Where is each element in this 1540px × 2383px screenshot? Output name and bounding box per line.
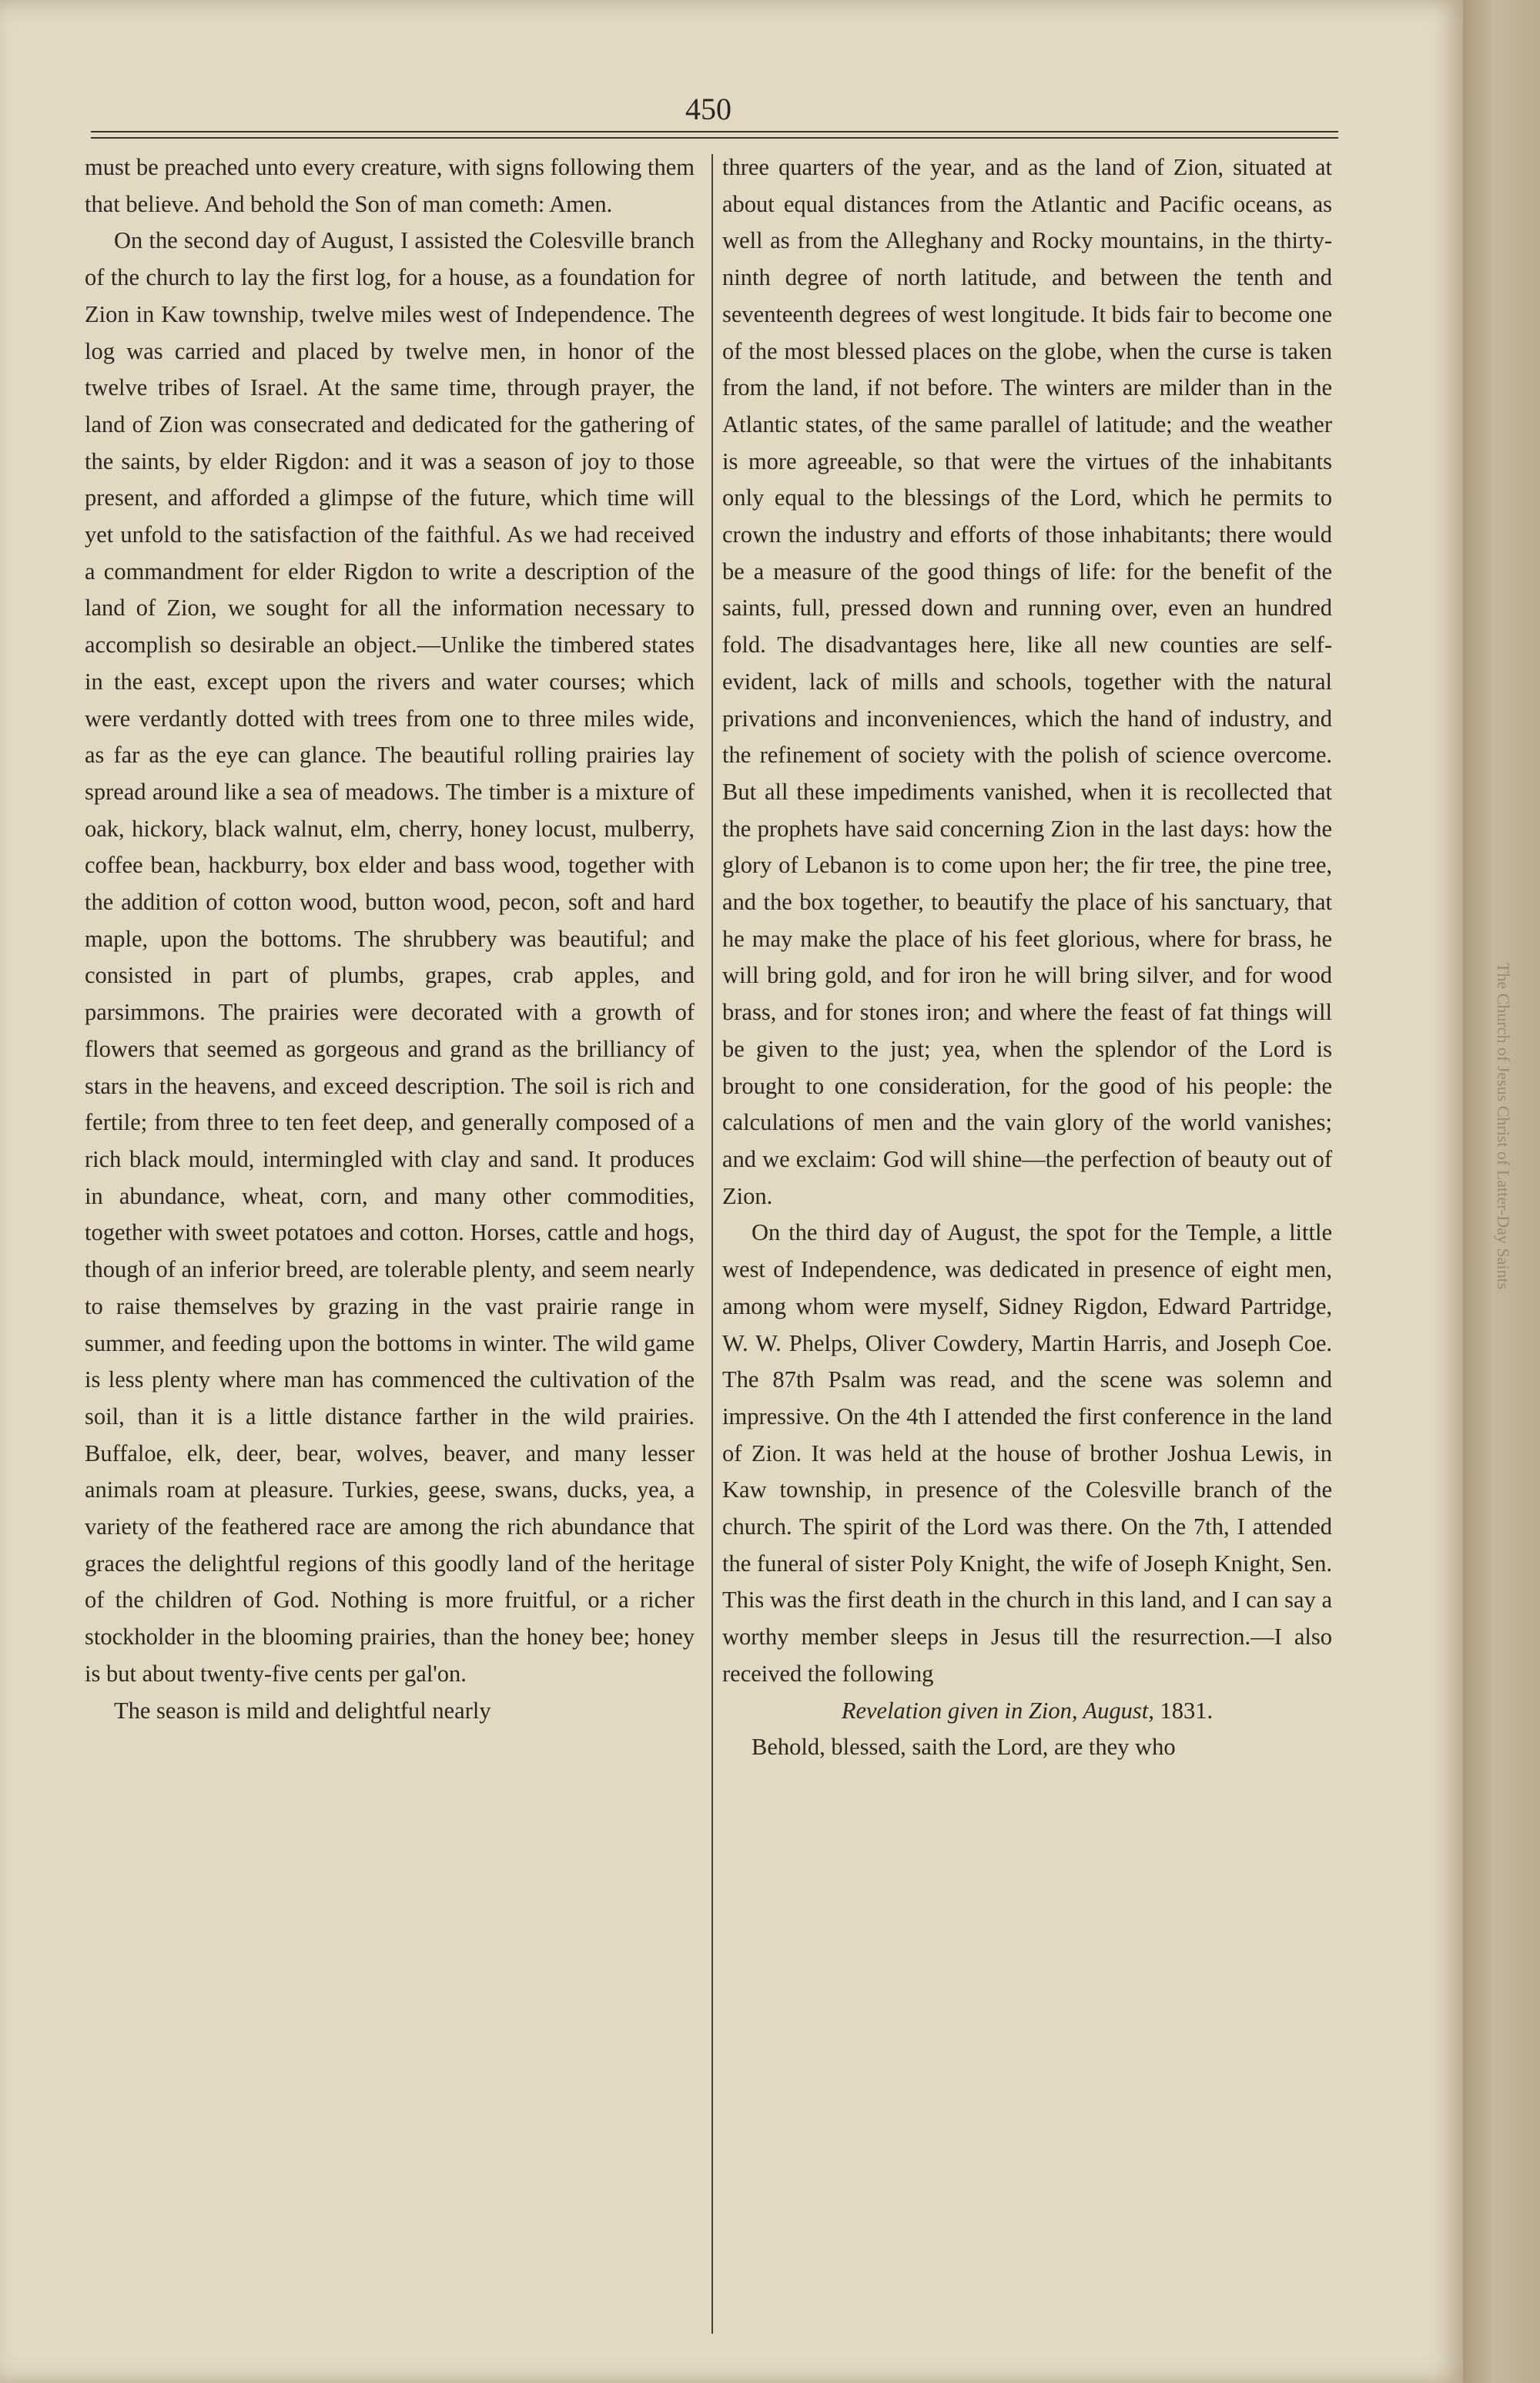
column-divider [711,154,713,2334]
left-paragraph-1: must be preached unto every creature, with signs following them that believe. And behold the Son of man cometh: Amen. [85,154,695,217]
header-rule-top [91,131,1338,132]
right-final-line: Behold, blessed, saith the Lord, are they who [752,1734,1176,1761]
revelation-heading-year: 1831. [1160,1697,1214,1724]
left-column [85,149,695,1729]
revelation-heading-title: Revelation given in Zion, August, [841,1697,1154,1724]
revelation-heading [722,1693,1332,1730]
header-rule-bottom [91,137,1338,139]
side-margin-text: The Church of Jesus Christ of Latter-Day Saints [1494,963,1513,1290]
right-column [722,149,1332,1766]
page-number: 450 [685,92,732,126]
right-paragraph-2: On the third day of August, the spot for the Temple, a little west of Independence, was dedicated in presence of eight men, among whom were myself, Sidney Rigdon, Edward Partridge, W. W. Phelps, Oliver Cowdery, Martin Harris, and Joseph Coe. The 87th Psalm was read, and the scene was solemn and impressive. On the 4th I attended the first conference in the land of Zion. It was held at the house of brother Joshua Lewis, in Kaw township, in presence of the Colesville branch of the church. The spirit of the Lord was there. On the 7th, I attended the funeral of sister Poly Knight, the wife of Joseph Knight, Sen. This was the first death in the church in this land, and I can say a worthy member sleeps in Jesus till the resurrection.—I also received the following [722,1219,1332,1687]
left-paragraph-3: The season is mild and delightful nearly [114,1697,491,1724]
right-paragraph-1: three quarters of the year, and as the land of Zion, situated at about equal distances from the Atlantic and Pacific oceans, as well as from the Alleghany and Rocky mountains, in the thirty-ninth degree of north latitude, and between the tenth and seventeenth degrees of west longitude. It bids fair to become one of the most blessed places on the globe, when the curse is taken from the land, if not before. The winters are milder than in the Atlantic states, of the same parallel of latitude; and the weather is more agreeable, so that were the virtues of the inhabitants only equal to the blessings of the Lord, which he permits to crown the industry and efforts of those inhabitants; there would be a measure of the good things of life: for the benefit of the saints, full, pressed down and running over, even an hundred fold. The disadvantages here, like all new counties are self-evident, lack of mills and schools, together with the natural privations and inconveniences, which the hand of industry, and the refinement of society with the polish of science overcome. But all these impediments vanished, when it is recollected that the prophets have said concerning Zion in the last days: how the glory of Lebanon is to come upon her; the fir tree, the pine tree, and the box together, to beautify the place of his sanctuary, that he may make the place of his feet glorious, where for brass, he will bring gold, and for iron he will bring silver, and for wood brass, and for stones iron; and where the feast of fat things will be given to the just; yea, when the splendor of the Lord is brought to one consideration, for the good of his people: the calculations of men and the vain glory of the world vanishes; and we exclaim: God will shine—the perfection of beauty out of Zion. [722,154,1332,1209]
left-paragraph-2: On the second day of August, I assisted the Colesville branch of the church to lay the first log, for a house, as a foundation for Zion in Kaw township, twelve miles west of Independence. The log was carried and placed by twelve men, in honor of the twelve tribes of Israel. At the same time, through prayer, the land of Zion was consecrated and dedicated for the gathering of the saints, by elder Rigdon: and it was a season of joy to those present, and afforded a glimpse of the future, which time will yet unfold to the satisfaction of the faithful. As we had received a commandment for elder Rigdon to write a description of the land of Zion, we sought for all the information necessary to accomplish so desirable an object.—Unlike the timbered states in the east, except upon the rivers and water courses; which were verdantly dotted with trees from one to three miles wide, as far as the eye can glance. The beautiful rolling prairies lay spread around like a sea of meadows. The timber is a mixture of oak, hickory, black walnut, elm, cherry, honey locust, mulberry, coffee bean, hackburry, box elder and bass wood, together with the addition of cotton wood, button wood, pecon, soft and hard maple, upon the bottoms. The shrubbery was beautiful; and consisted in part of plumbs, grapes, crab apples, and parsimmons. The prairies were decorated with a growth of flowers that seemed as gorgeous and grand as the brilliancy of stars in the heavens, and exceed description. The soil is rich and fertile; from three to ten feet deep, and generally composed of a rich black mould, intermingled with clay and sand. It produces in abundance, wheat, corn, and many other commodities, together with sweet potatoes and cotton. Horses, cattle and hogs, though of an inferior breed, are tolerable plenty, and seem nearly to raise themselves by grazing in the vast prairie range in summer, and feeding upon the bottoms in winter. The wild game is less plenty where man has commenced the cultivation of the soil, than it is a little distance farther in the wild prairies. Buffaloe, elk, deer, bear, wolves, beaver, and many lesser animals roam at pleasure. Turkies, geese, swans, ducks, yea, a variety of the feathered race are among the rich abundance that graces the delightful regions of this goodly land of the heritage of the children of God. Nothing is more fruitful, or a richer stockholder in the blooming prairies, than the honey bee; honey is but about twenty-five cents per gal'on. [85,227,695,1687]
